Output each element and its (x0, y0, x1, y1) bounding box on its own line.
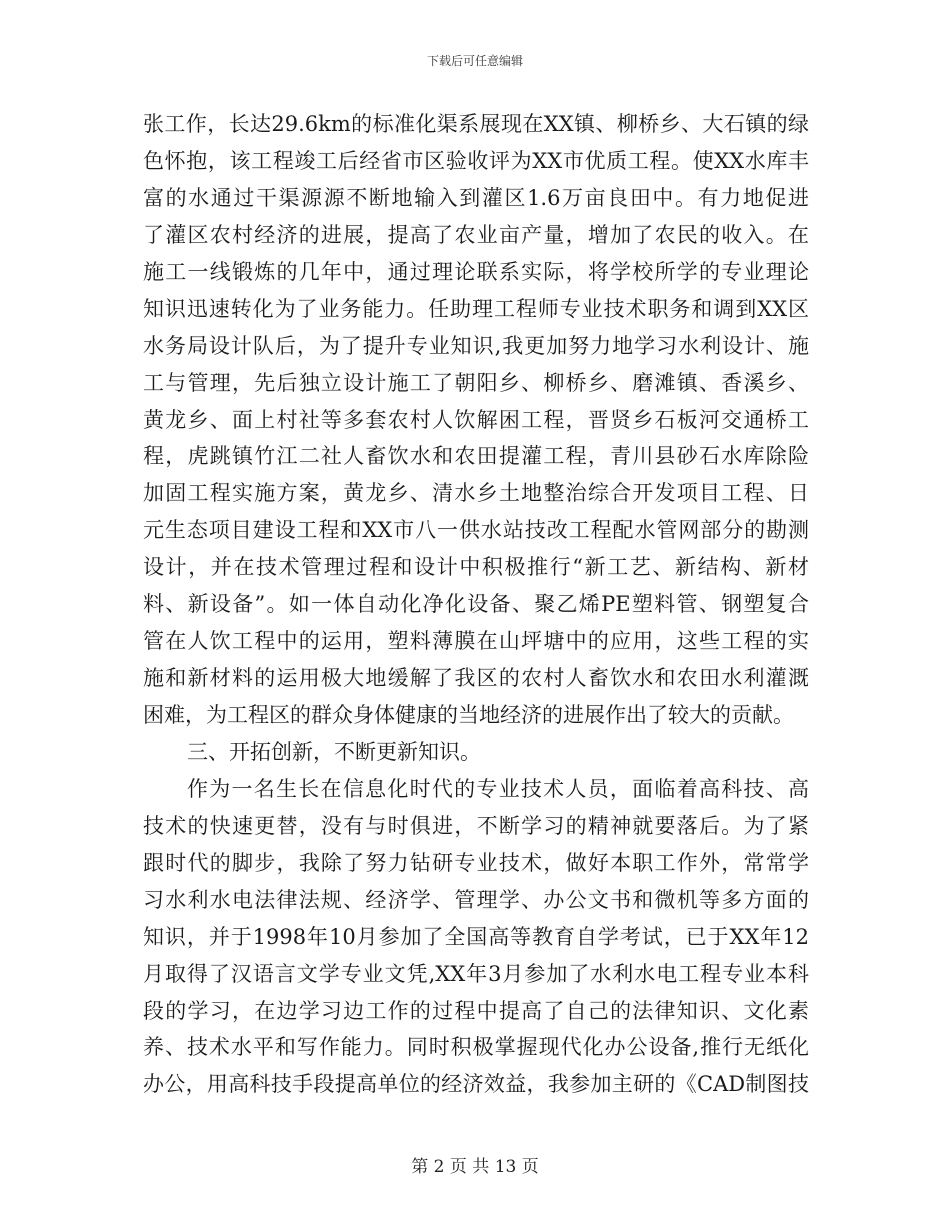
body-line: 段的学习，在边学习边工作的过程中提高了自己的法律知识、文化素 (143, 998, 809, 1023)
body-line: 富的水通过干渠源源不断地输入到灌区1.6万亩良田中。有力地促进 (143, 185, 809, 210)
section-heading: 三、开拓创新，不断更新知识。 (187, 739, 481, 764)
body-line: 知识，并于1998年10月参加了全国高等教育自学考试，已于XX年12 (143, 924, 809, 949)
body-line: 设计，并在技术管理过程和设计中积极推行“新工艺、新结构、新材 (143, 555, 809, 580)
body-line: 施工一线锻炼的几年中，通过理论联系实际，将学校所学的专业理论 (143, 259, 809, 284)
page-header: 下载后可任意编辑 (426, 54, 523, 68)
body-line: 知识迅速转化为了业务能力。任助理工程师专业技术职务和调到XX区 (143, 296, 809, 321)
body-line: 跟时代的脚步，我除了努力钻研专业技术，做好本职工作外，常常学 (143, 850, 809, 875)
body-line: 色怀抱，该工程竣工后经省市区验收评为XX市优质工程。使XX水库丰 (143, 148, 809, 173)
document-body (143, 106, 809, 1103)
body-line: 黄龙乡、面上村社等多套农村人饮解困工程，晋贤乡石板河交通桥工 (143, 407, 809, 432)
body-line: 月取得了汉语言文学专业文凭,XX年3月参加了水利水电工程专业本科 (143, 961, 809, 986)
body-line: 了灌区农村经济的进展，提高了农业亩产量，增加了农民的收入。在 (143, 222, 809, 247)
body-line: 张工作，长达29.6km的标准化渠系展现在XX镇、柳桥乡、大石镇的绿 (143, 112, 809, 136)
body-line: 技术的快速更替，没有与时俱进，不断学习的精神就要落后。为了紧 (143, 813, 809, 838)
body-line: 管在人饮工程中的运用，塑料薄膜在山坪塘中的应用，这些工程的实 (143, 629, 809, 654)
body-line: 办公，用高科技手段提高单位的经济效益，我参加主研的《CAD制图技 (143, 1072, 809, 1097)
body-line: 作为一名生长在信息化时代的专业技术人员，面临着高科技、高 (187, 776, 809, 801)
page-footer: 第 2 页 共 13 页 (411, 1157, 539, 1177)
body-line: 养、技术水平和写作能力。同时积极掌握现代化办公设备,推行无纸化 (143, 1035, 809, 1060)
body-line: 习水利水电法律法规、经济学、管理学、办公文书和微机等多方面的 (143, 887, 809, 912)
body-line: 加固工程实施方案，黄龙乡、清水乡土地整治综合开发项目工程、日 (143, 481, 809, 506)
body-line: 施和新材料的运用极大地缓解了我区的农村人畜饮水和农田水利灌溉 (143, 666, 809, 691)
body-line: 料、新设备”。如一体自动化净化设备、聚乙烯PE塑料管、钢塑复合 (143, 592, 809, 617)
body-line: 水务局设计队后，为了提升专业知识,我更加努力地学习水利设计、施 (143, 333, 809, 358)
body-line: 困难，为工程区的群众身体健康的当地经济的进展作出了较大的贡献。 (143, 703, 794, 727)
body-line: 元生态项目建设工程和XX市八一供水站技改工程配水管网部分的勘测 (143, 518, 809, 543)
body-line: 程，虎跳镇竹江二社人畜饮水和农田提灌工程，青川县砂石水库除险 (143, 444, 809, 469)
body-line: 工与管理，先后独立设计施工了朝阳乡、柳桥乡、磨滩镇、香溪乡、 (143, 370, 809, 395)
